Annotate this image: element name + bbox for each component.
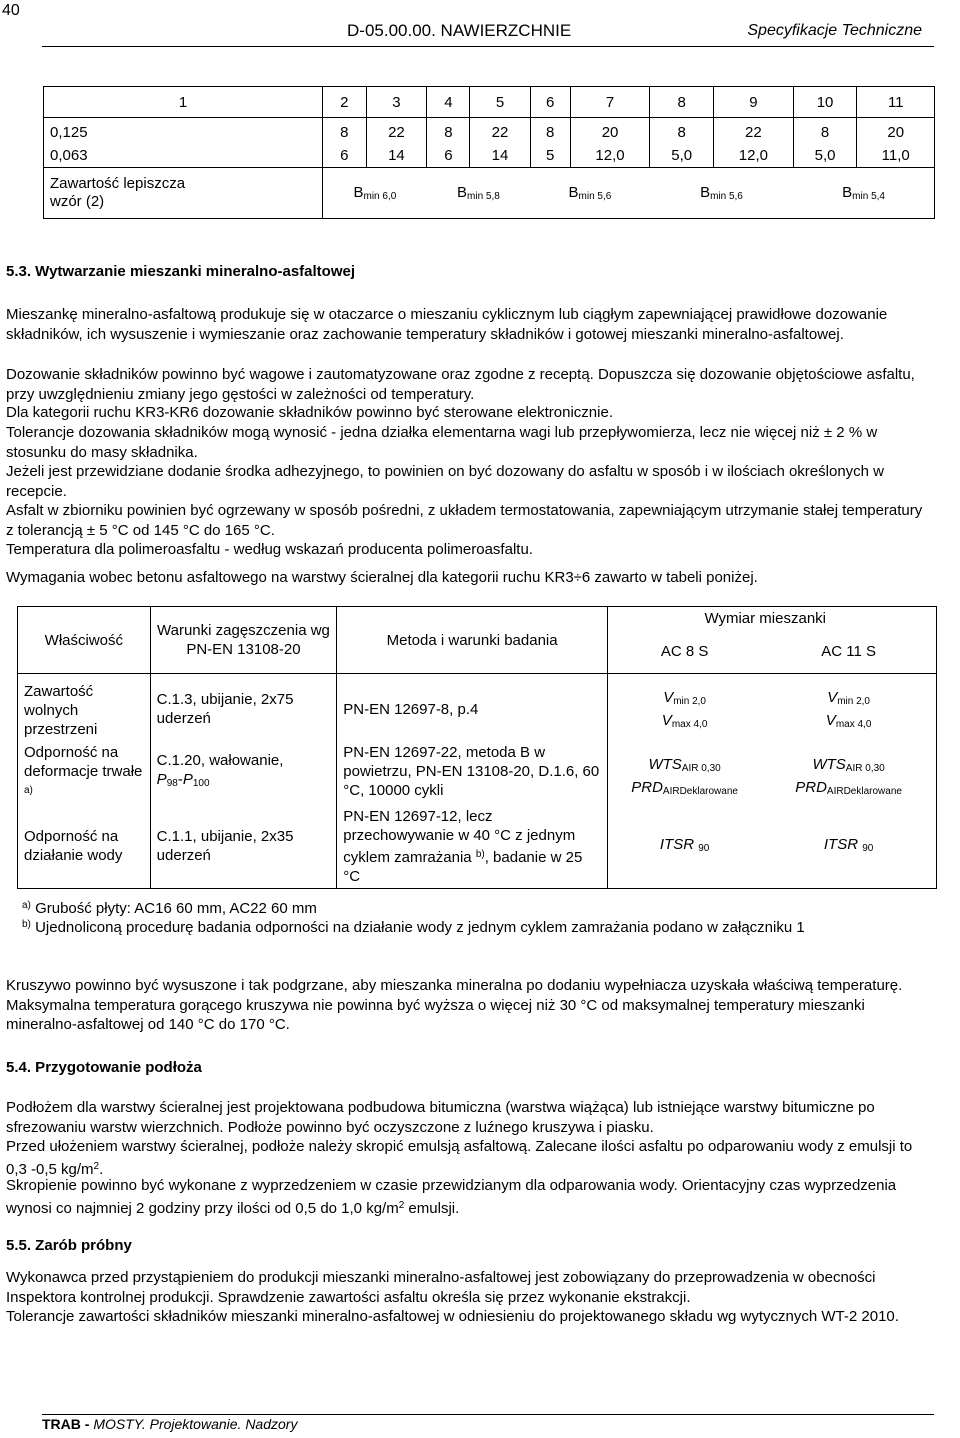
header-property: Właściwość [18,607,151,674]
paragraph: Asfalt w zbiorniku powinien być ogrzewany w sposób pośredni, z układem termostatowania, zapewniającym utrzymanie stałej temperatury z tolerancją ± 5 °C od 145 °C do 165 °C. [6,502,923,539]
header-rule [42,46,934,47]
table-cell: 12,0 [570,144,650,168]
method-cell: PN-EN 12697-12, lecz przechowywanie w 40 °C z jednym cyklem zamrażania $^{b)}$, badanie w 25 °C [337,805,608,889]
table-cell: 22 [366,118,427,145]
footer-text: TRAB - MOSTY. Projektowanie. Nadzory [42,1416,298,1432]
footnote-b: $^{b)}$ Ujednoliconą procedurę badania odporności na działanie wody z jednym cyklem zamrażania podano w załączniku 1 [22,919,805,936]
binder-value: $B_{min 6,0}$ [323,168,427,219]
table-row [44,144,935,168]
table-cell: 11,0 [857,144,935,168]
document-subtitle: Specyfikacje Techniczne [747,22,922,39]
table-row [44,118,935,145]
value-cell: $V_{min 2,0}$ $V_{max 4,0}$ [608,674,762,742]
table-cell: 6 [323,144,367,168]
table-cell: 11 [857,87,935,118]
table-cell: 4 [427,87,470,118]
table-cell: 6 [530,87,570,118]
method-cell: PN-EN 12697-22, metoda B w powietrzu, PN-EN 13108-20, D.1.6, 60 °C, 10000 cykli [337,741,608,805]
table-cell: 20 [570,118,650,145]
table-cell: 5 [530,144,570,168]
table-cell: 0,125 [44,118,323,145]
binder-label-line-2: wzór (2) [50,193,105,210]
table-cell: 8 [323,118,367,145]
binder-label [44,168,323,219]
table-cell: 8 [530,118,570,145]
table-cell: 5 [470,87,530,118]
table-row [18,674,937,742]
paragraph: Tolerancje zawartości składników mieszanki mineralno-asfaltowej w odniesieniu do projektowanego składu wg wytycznych WT-2 2010. [6,1308,899,1325]
table-cell: 2 [323,87,367,118]
table-cell: 7 [570,87,650,118]
paragraph: Dla kategorii ruchu KR3-KR6 dozowanie składników powinno być sterowane elektronicznie. [6,404,613,421]
value-cell: $V_{min 2,0}$ $V_{max 4,0}$ [761,674,936,742]
paragraph: Skropienie powinno być wykonane z wyprzedzeniem w czasie przewidzianym dla odparowania wody. Orientacyjny czas wyprzedzenia wynosi co najmniej 2 godziny przy ilości od 0,5 do 1,0 $kg/m^2$ emulsji. [6,1177,897,1217]
property-cell: Zawartość wolnych przestrzeni [18,674,151,742]
table-header-row [18,607,937,641]
value-cell: $WTS_{AIR 0,30}$ $PRD_{AIRDeklarowane}$ [761,741,936,805]
header-dimension: Wymiar mieszanki [608,607,937,641]
page-number: 40 [2,2,20,19]
binder-value: $B_{min 5,6}$ [650,168,793,219]
paragraph: Tolerancje dozowania składników mogą wynosić - jedna działka elementarna wagi lub przepływomierza, lecz nie więcej niż ± 2 % w stosunku do masy składnika. [6,424,878,461]
document-title: D-05.00.00. NAWIERZCHNIE [347,21,572,40]
paragraph: Kruszywo powinno być wysuszone i tak podgrzane, aby mieszanka mineralna po dodaniu wypełniacza uzyskała właściwą temperaturę. Maksymalna temperatura gorącego kruszywa nie powinna być wyższa o więcej niż 30 °C od maksymalnej temperatury mieszanki mineralno-asfaltowej od 140 °C do 170 °C. [6,977,903,1034]
table-cell: 9 [714,87,794,118]
paragraph: Wykonawca przed przystąpieniem do produkcji mieszanki mineralno-asfaltowej jest zobowiązany do przeprowadzenia w obecności Inspektora kontrolnej produkcji. Sprawdzenie zawartości asfaltu określa się przez wykonanie ekstrakcji. [6,1269,876,1306]
value-cell: ITSR $_{90}$ [761,805,936,889]
paragraph: Mieszankę mineralno-asfaltową produkuje się w otaczarce o mieszaniu cyklicznym lub ciągłym zapewniającej prawidłowe dozowanie składników, ich wysuszenie i wymieszanie oraz zachowanie temperatury składników i gotowej mieszanki mineralno-asfaltowej. [6,306,888,343]
section-heading-5-3: 5.3. Wytwarzanie mieszanki mineralno-asfaltowej [6,263,356,280]
property-cell: Odporność na deformacje trwałe $^{a)}$ [18,741,151,805]
binder-label-line-1: Zawartość lepiszcza [50,175,186,192]
conditions-cell: C.1.3, ubijanie, 2x75 uderzeń [150,674,337,742]
section-heading-5-5: 5.5. Zarób próbny [6,1237,132,1254]
header-ac11: AC 11 S [761,640,936,674]
header-ac8: AC 8 S [608,640,762,674]
table-cell: 8 [427,118,470,145]
table-row [18,805,937,889]
table-cell: 6 [427,144,470,168]
table-header-row [44,87,935,118]
header-method: Metoda i warunki badania [337,607,608,674]
paragraph: Przed ułożeniem warstwy ścieralnej, podłoże należy skropić emulsją asfaltową. Zalecane ilości asfaltu po odparowaniu wody z emulsji to 0,3 -0,5 $kg/m^2$. [6,1138,913,1178]
table-row [18,741,937,805]
property-cell: Odporność na działanie wody [18,805,151,889]
table-cell: 14 [470,144,530,168]
table-cell: 5,0 [650,144,714,168]
table-cell: 10 [793,87,857,118]
paragraph: Jeżeli jest przewidziane dodanie środka adhezyjnego, to powinien on być dozowany do asfaltu w sposób i w ilościach określonych w recepcie. [6,463,884,500]
section-heading-5-4: 5.4. Przygotowanie podłoża [6,1059,202,1076]
paragraph: Podłożem dla warstwy ścieralnej jest projektowana podbudowa bitumiczna (warstwa wiążąca) lub istniejące warstwy bitumiczne po sfrezowaniu warstw wierzchnich. Podłoże powinno być oczyszczone z luźnego kruszywa i piasku. [6,1099,875,1136]
table-cell: 22 [714,118,794,145]
footer-rule [42,1414,934,1415]
binder-value: $B_{min 5,6}$ [530,168,650,219]
footnote-a: $^{a)}$ Grubość płyty: AC16 60 mm, AC22 60 mm [22,900,317,917]
paragraph: Dozowanie składników powinno być wagowe i zautomatyzowane oraz zgodne z receptą. Dopuszcza się dozowanie objętościowe asfaltu, przy uwzględnieniu zmiany jego gęstości w zależności od temperatury. [6,366,915,403]
table-cell: 8 [650,87,714,118]
header-conditions: Warunki zagęszczenia wg PN-EN 13108-20 [150,607,337,674]
table-cell: 0,063 [44,144,323,168]
binder-value: $B_{min 5,8}$ [427,168,530,219]
binder-row [44,168,935,219]
value-cell: $WTS_{AIR 0,30}$ $PRD_{AIRDeklarowane}$ [608,741,762,805]
requirements-table [17,606,937,889]
table-cell: 3 [366,87,427,118]
method-cell: PN-EN 12697-8, p.4 [337,674,608,742]
table-cell: 12,0 [714,144,794,168]
conditions-cell: C.1.1, ubijanie, 2x35 uderzeń [150,805,337,889]
table-cell: 14 [366,144,427,168]
binder-value: $B_{min 5,4}$ [793,168,934,219]
paragraph: Wymagania wobec betonu asfaltowego na warstwy ścieralnej dla kategorii ruchu KR3÷6 zawarto w tabeli poniżej. [6,569,758,586]
table-cell: 1 [44,87,323,118]
conditions-cell: C.1.20, wałowanie, $P_{98}-P_{100}$ [150,741,337,805]
table-cell: 8 [793,118,857,145]
grading-table [43,86,935,219]
value-cell: ITSR $_{90}$ [608,805,762,889]
table-cell: 22 [470,118,530,145]
table-cell: 8 [650,118,714,145]
table-cell: 5,0 [793,144,857,168]
table-cell: 20 [857,118,935,145]
paragraph: Temperatura dla polimeroasfaltu - według wskazań producenta polimeroasfaltu. [6,541,533,558]
